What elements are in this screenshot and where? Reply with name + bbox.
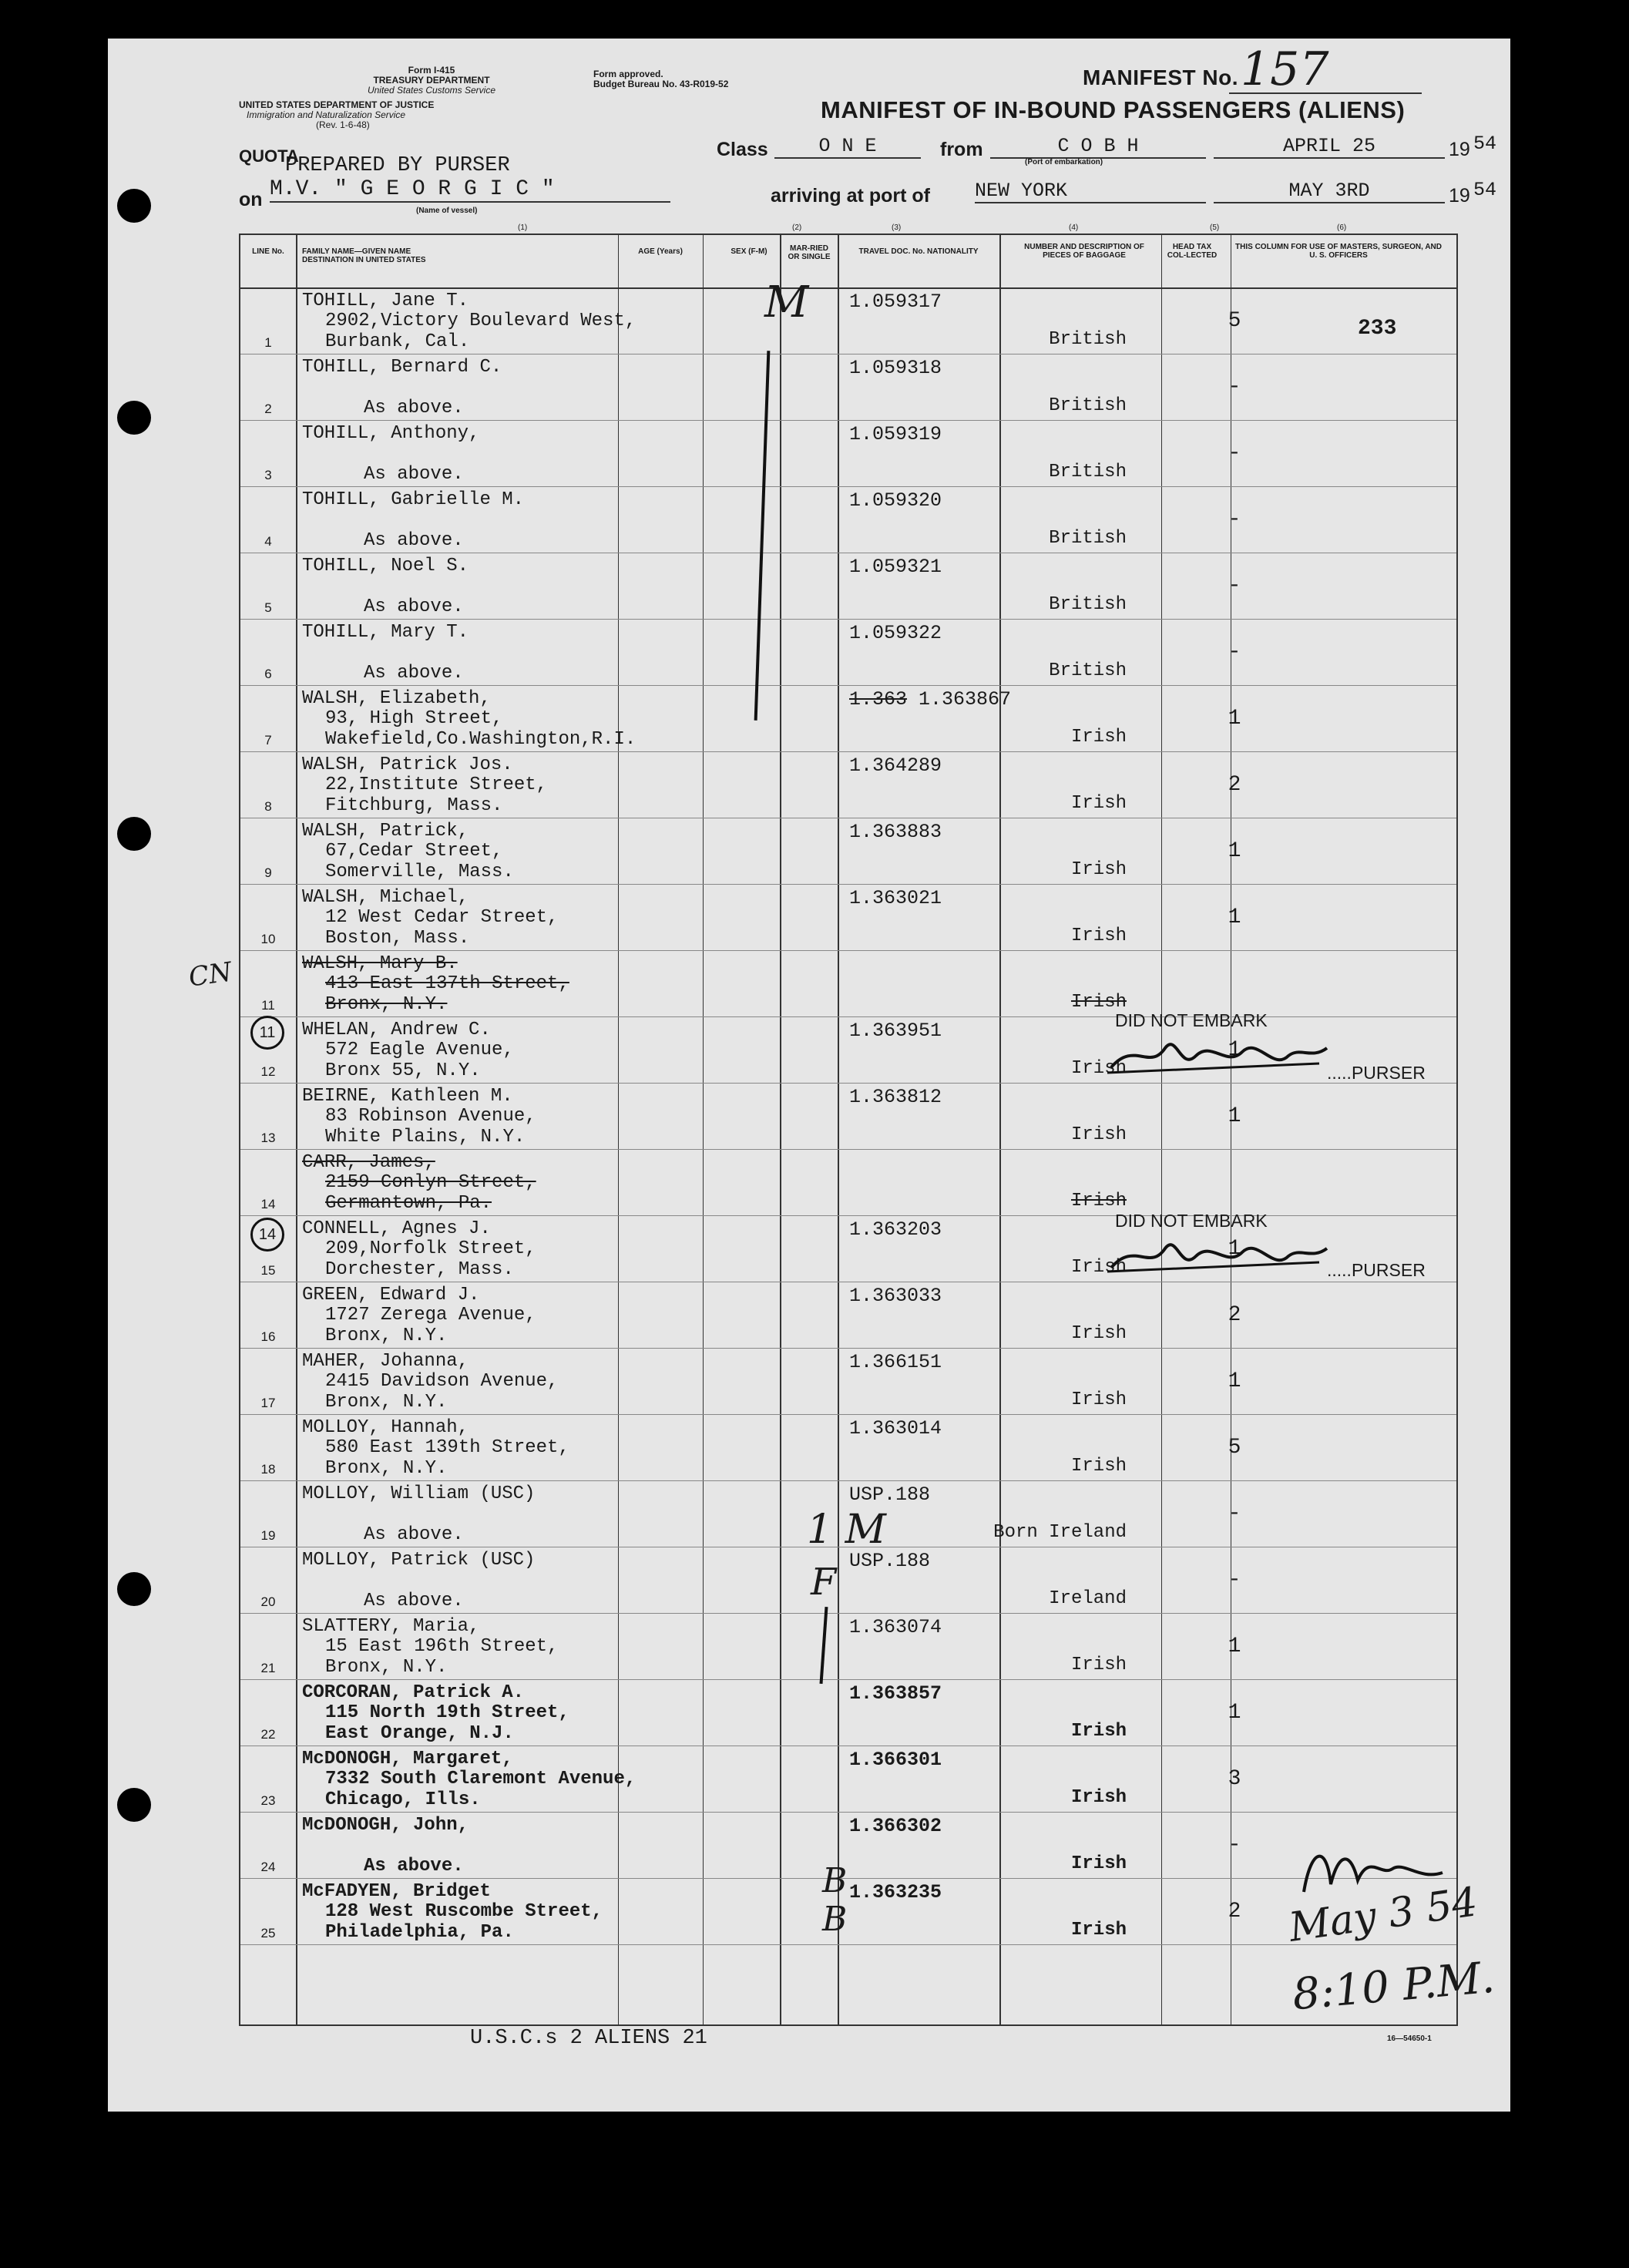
manifest-number: 157: [1241, 42, 1329, 96]
table-row: [240, 1348, 1456, 1415]
nationality: Irish: [1070, 1787, 1127, 1808]
punch-hole: [117, 817, 151, 851]
passenger-name: BEIRNE, Kathleen M.: [302, 1086, 513, 1107]
col-number: (5): [1210, 223, 1220, 232]
treasury-dept: TREASURY DEPARTMENT: [373, 75, 490, 86]
officer-note: 233: [1358, 317, 1397, 341]
on-label: on: [239, 189, 263, 210]
year-arrival: 54: [1473, 179, 1497, 201]
did-not-embark-stamp: DID NOT EMBARK: [1115, 1010, 1268, 1030]
header-headtax: HEAD TAX COL-LECTED: [1167, 243, 1218, 260]
line-number: 3: [264, 468, 272, 482]
baggage-count: 1: [1228, 839, 1241, 863]
line-number: 13: [260, 1131, 276, 1145]
baggage-count: -: [1228, 442, 1241, 465]
ins-service: Immigration and Naturalization Service: [247, 109, 406, 120]
header-age: AGE (Years): [638, 247, 683, 256]
table-row: [240, 1878, 1456, 1945]
arrival-date: MAY 3RD: [1214, 180, 1445, 203]
arriving-label: arriving at port of: [771, 185, 930, 207]
table-row: [240, 818, 1456, 885]
passenger-address: 12 West Cedar Street,: [325, 907, 559, 928]
baggage-count: 2: [1228, 1900, 1241, 1924]
punch-hole: [117, 1788, 151, 1822]
purser-stamp: .....PURSER: [1327, 1063, 1426, 1083]
table-row: [240, 685, 1456, 752]
baggage-count: 3: [1228, 1767, 1241, 1791]
table-row: [240, 1282, 1456, 1349]
line-number: 1: [264, 335, 272, 350]
punch-hole: [117, 401, 151, 435]
passenger-name: WHELAN, Andrew C.: [302, 1020, 491, 1040]
table-row: [240, 553, 1456, 620]
manifest-no-label: MANIFEST No.: [1083, 66, 1238, 89]
nationality: Irish: [1070, 1389, 1127, 1410]
travel-doc-number: 1.363021: [849, 887, 942, 909]
passenger-destination: Chicago, Ills.: [325, 1789, 481, 1810]
baggage-count: 5: [1228, 1436, 1241, 1460]
passenger-name: McDONOGH, John,: [302, 1815, 469, 1836]
manifest-no-line: [1229, 92, 1422, 94]
line-number: 15: [260, 1263, 276, 1278]
line-number: 23: [260, 1793, 276, 1808]
header-sex: SEX (F-M): [731, 247, 767, 256]
vessel-name: M.V. " G E O R G I C ": [270, 177, 670, 203]
travel-doc-number: 1.059320: [849, 489, 942, 512]
handwritten-1m: 1 M: [807, 1507, 886, 1553]
year-prefix-arrival: 19: [1449, 185, 1470, 207]
header-baggage: NUMBER AND DESCRIPTION OF PIECES OF BAGGAGE: [1024, 243, 1144, 260]
travel-doc-number: 1.363203: [849, 1218, 942, 1241]
table-row: [240, 1679, 1456, 1746]
table-row: [240, 287, 1456, 354]
handwritten-f: F: [811, 1561, 837, 1604]
nationality: British: [1049, 395, 1127, 416]
header-family: FAMILY NAME—GIVEN NAME DESTINATION IN UNITED STATES: [302, 247, 426, 264]
passenger-name: WALSH, Mary B.: [302, 953, 458, 974]
passenger-address: 115 North 19th Street,: [325, 1702, 569, 1723]
travel-doc-number: 1.366151: [849, 1351, 942, 1373]
passenger-destination: Philadelphia, Pa.: [325, 1922, 514, 1943]
passenger-destination: Wakefield,Co.Washington,R.I.: [325, 729, 636, 750]
line-number: 21: [260, 1661, 276, 1675]
passenger-destination: As above.: [364, 464, 464, 485]
passenger-name: CONNELL, Agnes J.: [302, 1218, 491, 1239]
table-row: [240, 1547, 1456, 1614]
handwritten-b: B: [822, 1900, 848, 1939]
travel-doc-number: 1.363033: [849, 1285, 942, 1307]
nationality: Irish: [1070, 1124, 1127, 1145]
passenger-address: 22,Institute Street,: [325, 774, 548, 795]
passenger-name: WALSH, Michael,: [302, 887, 469, 908]
nationality: Irish: [1070, 1456, 1127, 1477]
form-approved: Form approved.: [593, 69, 663, 79]
table-row: [240, 420, 1456, 487]
line-number: 5: [264, 600, 272, 615]
table-row: [240, 354, 1456, 421]
baggage-count: -: [1228, 574, 1241, 598]
line-number: 20: [260, 1594, 276, 1609]
baggage-count: 1: [1228, 906, 1241, 929]
passenger-address: 2902,Victory Boulevard West,: [325, 311, 636, 331]
passenger-destination: Bronx, N.Y.: [325, 1657, 448, 1678]
baggage-count: 1: [1228, 1701, 1241, 1725]
handwritten-b: B: [822, 1861, 848, 1900]
table-row: [240, 486, 1456, 553]
line-number: 9: [264, 865, 272, 880]
travel-doc-number: USP.188: [849, 1550, 931, 1572]
baggage-count: 1: [1228, 1104, 1241, 1128]
nationality: Irish: [1070, 1191, 1127, 1211]
passenger-name: SLATTERY, Maria,: [302, 1616, 480, 1637]
nationality: Irish: [1070, 992, 1127, 1013]
footer-totals: U.S.C.s 2 ALIENS 21: [470, 2027, 707, 2050]
nationality: Born Ireland: [993, 1522, 1127, 1543]
arriving-port: NEW YORK: [975, 180, 1206, 203]
table-row: [240, 1746, 1456, 1813]
travel-doc-number: 1.363867: [919, 688, 1012, 711]
passenger-destination: As above.: [364, 398, 464, 418]
passenger-name: McDONOGH, Margaret,: [302, 1749, 513, 1769]
passenger-name: McFADYEN, Bridget: [302, 1881, 491, 1902]
manifest-page: [108, 39, 1510, 2112]
baggage-count: -: [1228, 1502, 1241, 1526]
baggage-count: -: [1228, 375, 1241, 399]
passenger-name: GREEN, Edward J.: [302, 1285, 480, 1305]
purser-signature: [1103, 1225, 1335, 1283]
passenger-name: MOLLOY, Hannah,: [302, 1417, 469, 1438]
travel-doc-number: 1.059317: [849, 291, 942, 313]
travel-doc-number: 1.059321: [849, 556, 942, 578]
circled-line-14: 14: [250, 1218, 284, 1252]
form-code: 16—54650-1: [1387, 2034, 1432, 2043]
baggage-count: 5: [1228, 309, 1241, 333]
passenger-destination: East Orange, N.J.: [325, 1723, 514, 1744]
passenger-name: TOHILL, Gabrielle M.: [302, 489, 525, 510]
passenger-destination: As above.: [364, 1856, 464, 1877]
passenger-name: MAHER, Johanna,: [302, 1351, 469, 1372]
table-row: [240, 950, 1456, 1017]
line-number: 11: [261, 998, 275, 1013]
from-label: from: [940, 139, 983, 160]
line-number: 2: [264, 402, 272, 416]
passenger-destination: Bronx, N.Y.: [325, 994, 448, 1015]
baggage-count: -: [1228, 508, 1241, 532]
passenger-name: TOHILL, Bernard C.: [302, 357, 502, 378]
table-row: [240, 884, 1456, 951]
passenger-name: WALSH, Patrick Jos.: [302, 754, 513, 775]
table-row: [240, 1812, 1456, 1879]
handwritten-m: M: [764, 277, 809, 328]
line-number: 10: [260, 932, 276, 946]
nationality: Ireland: [1049, 1588, 1127, 1609]
line-number: 22: [260, 1727, 276, 1742]
line-number: 19: [260, 1528, 276, 1543]
travel-doc-number: USP.188: [849, 1483, 931, 1506]
nationality: Irish: [1070, 859, 1127, 880]
passenger-name: MOLLOY, William (USC): [302, 1483, 536, 1504]
quota-label: QUOTA: [239, 146, 299, 166]
handwritten-cn: CN: [186, 956, 234, 993]
passenger-destination: Dorchester, Mass.: [325, 1259, 514, 1280]
nationality: Irish: [1070, 1257, 1127, 1278]
manifest-title: MANIFEST OF IN-BOUND PASSENGERS (ALIENS): [821, 96, 1406, 123]
passenger-name: TOHILL, Noel S.: [302, 556, 469, 576]
col-number: (1): [518, 223, 528, 232]
passenger-name: CORCORAN, Patrick A.: [302, 1682, 525, 1703]
travel-doc-struck: 1.363: [849, 688, 908, 711]
purser-stamp: .....PURSER: [1327, 1260, 1426, 1280]
purser-signature: [1103, 1025, 1335, 1083]
baggage-count: 1: [1228, 707, 1241, 731]
baggage-count: 1: [1228, 1038, 1241, 1062]
travel-doc-number: 1.363014: [849, 1417, 942, 1440]
passenger-address: 128 West Ruscombe Street,: [325, 1901, 603, 1922]
nationality: Irish: [1070, 793, 1127, 814]
passenger-address: 2415 Davidson Avenue,: [325, 1371, 559, 1392]
class-value: O N E: [774, 135, 921, 159]
passenger-name: TOHILL, Jane T.: [302, 291, 469, 311]
table-row: [240, 1149, 1456, 1216]
travel-doc-number: 1.363074: [849, 1616, 942, 1638]
nationality: Irish: [1070, 1058, 1127, 1079]
nationality: British: [1049, 462, 1127, 482]
justice-dept: UNITED STATES DEPARTMENT OF JUSTICE: [239, 99, 435, 110]
table-row: [240, 1613, 1456, 1680]
travel-doc-number: 1.059318: [849, 357, 942, 379]
travel-doc-number: 1.059319: [849, 423, 942, 445]
passenger-name: MOLLOY, Patrick (USC): [302, 1550, 536, 1571]
header-line: LINE No.: [252, 247, 284, 256]
passenger-destination: Bronx, N.Y.: [325, 1458, 448, 1479]
passenger-address: 572 Eagle Avenue,: [325, 1040, 514, 1060]
did-not-embark-stamp: DID NOT EMBARK: [1115, 1211, 1268, 1231]
passenger-destination: Germantown, Pa.: [325, 1193, 492, 1214]
class-label: Class: [717, 139, 768, 160]
travel-doc-number: 1.366302: [849, 1815, 942, 1837]
baggage-count: -: [1228, 1833, 1241, 1857]
nationality: Irish: [1070, 1721, 1127, 1742]
passenger-address: 93, High Street,: [325, 708, 503, 729]
handwritten-time: 8:10 P.M.: [1290, 1952, 1497, 2021]
passenger-address: 413 East 137th Street,: [325, 973, 569, 994]
punch-hole: [117, 1572, 151, 1606]
passenger-name: CARR, James,: [302, 1152, 435, 1173]
col-number: (2): [792, 223, 802, 232]
table-row: [240, 751, 1456, 818]
nationality: British: [1049, 528, 1127, 549]
year-embark: 54: [1473, 133, 1497, 155]
passenger-destination: Bronx 55, N.Y.: [325, 1060, 481, 1081]
passenger-destination: As above.: [364, 1591, 464, 1611]
baggage-count: 1: [1228, 1237, 1241, 1261]
travel-doc-number: 1.364289: [849, 754, 942, 777]
baggage-count: 2: [1228, 1303, 1241, 1327]
col-number: (6): [1337, 223, 1347, 232]
passenger-name: WALSH, Elizabeth,: [302, 688, 491, 709]
vessel-name-label: (Name of vessel): [416, 207, 478, 215]
line-number: 12: [260, 1064, 276, 1079]
line-number: 8: [264, 799, 272, 814]
handwritten-date: May 3 54: [1286, 1879, 1480, 1951]
baggage-count: 1: [1228, 1369, 1241, 1393]
passenger-address: 2159 Conlyn Street,: [325, 1172, 536, 1193]
table-row: [240, 1083, 1456, 1150]
budget-bureau: Budget Bureau No. 43-R019-52: [593, 79, 729, 89]
passenger-destination: As above.: [364, 596, 464, 617]
passenger-address: 580 East 139th Street,: [325, 1437, 569, 1458]
table-row: [240, 1414, 1456, 1481]
passenger-destination: Boston, Mass.: [325, 928, 470, 949]
baggage-count: -: [1228, 640, 1241, 664]
line-number: 4: [264, 534, 272, 549]
customs-service: United States Customs Service: [367, 85, 496, 96]
line-number: 17: [260, 1396, 276, 1410]
form-number: Form I-415: [408, 65, 455, 76]
nationality: British: [1049, 329, 1127, 350]
manifest-table: [239, 234, 1497, 2026]
nationality: British: [1049, 594, 1127, 615]
passenger-destination: Fitchburg, Mass.: [325, 795, 503, 816]
travel-doc-number: 1.363812: [849, 1086, 942, 1108]
passenger-destination: As above.: [364, 663, 464, 684]
travel-doc-number: 1.366301: [849, 1749, 942, 1771]
travel-doc-number: 1.363235: [849, 1881, 942, 1903]
travel-doc-number: 1.363951: [849, 1020, 942, 1042]
line-number: 24: [260, 1860, 276, 1874]
embark-date: APRIL 25: [1214, 135, 1445, 159]
travel-doc-number: 1.363883: [849, 821, 942, 843]
nationality: British: [1049, 660, 1127, 681]
passenger-address: 1727 Zerega Avenue,: [325, 1305, 536, 1326]
line-number: 14: [260, 1197, 276, 1211]
revision: (Rev. 1-6-48): [316, 119, 370, 130]
passenger-name: WALSH, Patrick,: [302, 821, 469, 842]
baggage-count: 1: [1228, 1635, 1241, 1658]
header-married: MAR-RIED OR SINGLE: [788, 244, 831, 261]
baggage-count: -: [1228, 1568, 1241, 1592]
header-travel: TRAVEL DOC. No. NATIONALITY: [858, 247, 979, 256]
line-number: 6: [264, 667, 272, 681]
nationality: Irish: [1070, 1853, 1127, 1874]
passenger-name: TOHILL, Mary T.: [302, 622, 469, 643]
from-port: C O B H: [990, 135, 1206, 159]
col-number: (4): [1069, 223, 1079, 232]
punch-hole: [117, 189, 151, 223]
nationality: Irish: [1070, 1920, 1127, 1940]
port-embark-label: (Port of embarkation): [1025, 158, 1103, 166]
line-number: 18: [260, 1462, 276, 1477]
passenger-address: 67,Cedar Street,: [325, 841, 503, 862]
line-number: 16: [260, 1329, 276, 1344]
passenger-address: 209,Norfolk Street,: [325, 1238, 536, 1259]
nationality: Irish: [1070, 1655, 1127, 1675]
passenger-destination: Somerville, Mass.: [325, 862, 514, 882]
circled-line-11: 11: [250, 1016, 284, 1050]
col-number: (3): [892, 223, 902, 232]
prepared-by-purser: PREPARED BY PURSER: [285, 154, 510, 177]
passenger-address: 7332 South Claremont Avenue,: [325, 1769, 636, 1789]
nationality: Irish: [1070, 926, 1127, 946]
header-officers: THIS COLUMN FOR USE OF MASTERS, SURGEON, AND U. S. OFFICERS: [1235, 243, 1442, 260]
line-number: 7: [264, 733, 272, 748]
nationality: Irish: [1070, 1323, 1127, 1344]
passenger-name: TOHILL, Anthony,: [302, 423, 480, 444]
passenger-destination: Bronx, N.Y.: [325, 1326, 448, 1346]
year-prefix-embark: 19: [1449, 139, 1470, 160]
passenger-destination: As above.: [364, 530, 464, 551]
travel-doc-number: 1.363857: [849, 1682, 942, 1705]
nationality: Irish: [1070, 727, 1127, 748]
passenger-address: 15 East 196th Street,: [325, 1636, 559, 1657]
travel-doc-number: 1.059322: [849, 622, 942, 644]
passenger-destination: Burbank, Cal.: [325, 331, 470, 352]
passenger-destination: As above.: [364, 1524, 464, 1545]
baggage-count: 2: [1228, 773, 1241, 797]
passenger-address: 83 Robinson Avenue,: [325, 1106, 536, 1127]
inspector-signature: [1296, 1838, 1450, 1900]
passenger-destination: Bronx, N.Y.: [325, 1392, 448, 1413]
line-number: 25: [260, 1926, 276, 1940]
table-row: [240, 619, 1456, 686]
passenger-destination: White Plains, N.Y.: [325, 1127, 526, 1147]
